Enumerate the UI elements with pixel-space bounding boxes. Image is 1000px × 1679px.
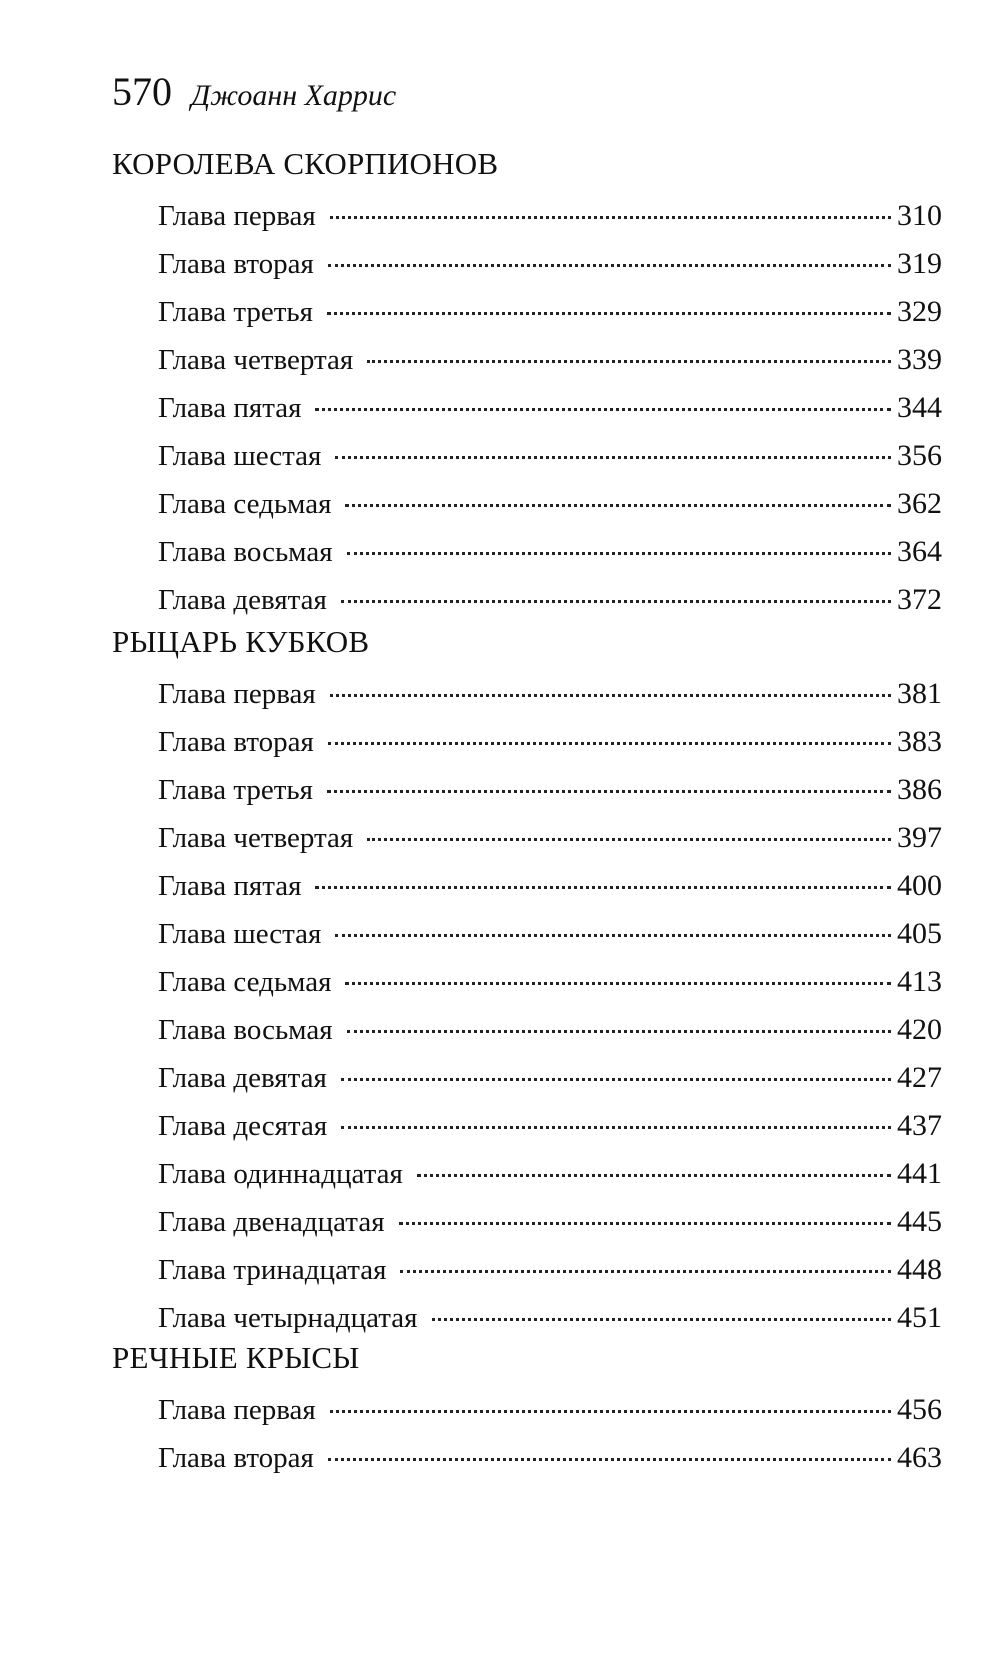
toc-entry[interactable] xyxy=(158,1294,942,1342)
dot-leader xyxy=(367,360,891,363)
toc-entry[interactable] xyxy=(158,814,942,862)
chapter-title: Глава четвертая xyxy=(158,822,354,854)
chapter-page: 451 xyxy=(897,1301,942,1334)
chapter-title: Глава пятая xyxy=(158,870,302,902)
chapter-page: 437 xyxy=(897,1109,942,1142)
toc-entry[interactable] xyxy=(158,1054,942,1102)
toc-entry[interactable] xyxy=(158,1434,942,1482)
section-title: РЫЦАРЬ КУБКОВ xyxy=(112,624,370,659)
dot-leader xyxy=(400,1270,891,1273)
toc-entry[interactable] xyxy=(158,910,942,958)
toc-entry[interactable] xyxy=(158,288,942,336)
dot-leader xyxy=(330,694,891,697)
chapter-page: 400 xyxy=(897,869,942,902)
dot-leader xyxy=(341,1078,891,1081)
chapter-page: 356 xyxy=(897,439,942,472)
chapter-title: Глава пятая xyxy=(158,392,302,424)
dot-leader xyxy=(347,552,891,555)
chapter-title: Глава четвертая xyxy=(158,344,354,376)
toc-entry[interactable] xyxy=(158,718,942,766)
toc-entry[interactable] xyxy=(158,384,942,432)
dot-leader xyxy=(341,600,891,603)
chapter-title: Глава вторая xyxy=(158,248,314,280)
chapter-title: Глава тринадцатая xyxy=(158,1254,387,1286)
toc-section-river-rats xyxy=(112,1336,942,1482)
chapter-page: 386 xyxy=(897,773,942,806)
toc-entry[interactable] xyxy=(158,528,942,576)
chapter-page: 448 xyxy=(897,1253,942,1286)
dot-leader xyxy=(330,1410,891,1413)
toc-entry[interactable] xyxy=(158,336,942,384)
toc-entry[interactable] xyxy=(158,1150,942,1198)
dot-leader xyxy=(335,934,891,937)
toc-entry[interactable] xyxy=(158,576,942,624)
chapter-title: Глава одиннадцатая xyxy=(158,1158,403,1190)
dot-leader xyxy=(328,742,891,745)
dot-leader xyxy=(417,1174,891,1177)
running-head xyxy=(112,69,397,114)
dot-leader xyxy=(345,504,891,507)
chapter-page: 445 xyxy=(897,1205,942,1238)
dot-leader xyxy=(341,1126,891,1129)
chapter-title: Глава третья xyxy=(158,774,313,806)
chapter-title: Глава вторая xyxy=(158,726,314,758)
chapter-page: 372 xyxy=(897,583,942,616)
chapter-page: 441 xyxy=(897,1157,942,1190)
dot-leader xyxy=(335,456,891,459)
toc-entry[interactable] xyxy=(158,1006,942,1054)
chapter-page: 344 xyxy=(897,391,942,424)
dot-leader xyxy=(347,1030,891,1033)
toc-entry[interactable] xyxy=(158,1198,942,1246)
chapter-page: 405 xyxy=(897,917,942,950)
chapter-title: Глава восьмая xyxy=(158,1014,333,1046)
dot-leader xyxy=(330,216,891,219)
chapter-page: 310 xyxy=(897,199,942,232)
chapter-page: 364 xyxy=(897,535,942,568)
toc-section-queen-of-scorpions xyxy=(112,142,942,624)
chapter-title: Глава восьмая xyxy=(158,536,333,568)
chapter-page: 397 xyxy=(897,821,942,854)
chapter-title: Глава седьмая xyxy=(158,966,332,998)
chapter-page: 362 xyxy=(897,487,942,520)
chapter-title: Глава первая xyxy=(158,1394,316,1426)
dot-leader xyxy=(327,790,891,793)
toc-entry[interactable] xyxy=(158,240,942,288)
dot-leader xyxy=(315,408,891,411)
chapter-page: 319 xyxy=(897,247,942,280)
toc-entry[interactable] xyxy=(158,432,942,480)
chapter-title: Глава девятая xyxy=(158,1062,327,1094)
dot-leader xyxy=(345,982,891,985)
dot-leader xyxy=(367,838,891,841)
chapter-title: Глава десятая xyxy=(158,1110,328,1142)
chapter-page: 420 xyxy=(897,1013,942,1046)
section-title: РЕЧНЫЕ КРЫСЫ xyxy=(112,1340,360,1375)
dot-leader xyxy=(315,886,891,889)
chapter-page: 383 xyxy=(897,725,942,758)
chapter-title: Глава седьмая xyxy=(158,488,332,520)
toc-section-knight-of-cups xyxy=(112,620,942,1342)
chapter-page: 463 xyxy=(897,1441,942,1474)
chapter-title: Глава первая xyxy=(158,200,316,232)
chapter-title: Глава двенадцатая xyxy=(158,1206,385,1238)
chapter-title: Глава шестая xyxy=(158,918,322,950)
dot-leader xyxy=(327,312,891,315)
section-title: КОРОЛЕВА СКОРПИОНОВ xyxy=(112,146,499,181)
toc-entry[interactable] xyxy=(158,958,942,1006)
toc-entry[interactable] xyxy=(158,1102,942,1150)
toc-entry[interactable] xyxy=(158,670,942,718)
chapter-title: Глава третья xyxy=(158,296,313,328)
chapter-page: 456 xyxy=(897,1393,942,1426)
chapter-title: Глава девятая xyxy=(158,584,327,616)
chapter-title: Глава первая xyxy=(158,678,316,710)
dot-leader xyxy=(399,1222,891,1225)
dot-leader xyxy=(328,1458,891,1461)
dot-leader xyxy=(432,1318,892,1321)
chapter-page: 427 xyxy=(897,1061,942,1094)
chapter-title: Глава шестая xyxy=(158,440,322,472)
toc-entry[interactable] xyxy=(158,192,942,240)
toc-entry[interactable] xyxy=(158,480,942,528)
toc-entry[interactable] xyxy=(158,862,942,910)
chapter-title: Глава четырнадцатая xyxy=(158,1302,418,1334)
chapter-title: Глава вторая xyxy=(158,1442,314,1474)
chapter-page: 339 xyxy=(897,343,942,376)
page-number: 570 xyxy=(112,69,172,114)
author-name: Джоанн Харрис xyxy=(191,79,397,112)
dot-leader xyxy=(328,264,891,267)
toc-entry[interactable] xyxy=(158,766,942,814)
chapter-page: 413 xyxy=(897,965,942,998)
toc-entry[interactable] xyxy=(158,1246,942,1294)
chapter-page: 381 xyxy=(897,677,942,710)
chapter-page: 329 xyxy=(897,295,942,328)
toc-entry[interactable] xyxy=(158,1386,942,1434)
